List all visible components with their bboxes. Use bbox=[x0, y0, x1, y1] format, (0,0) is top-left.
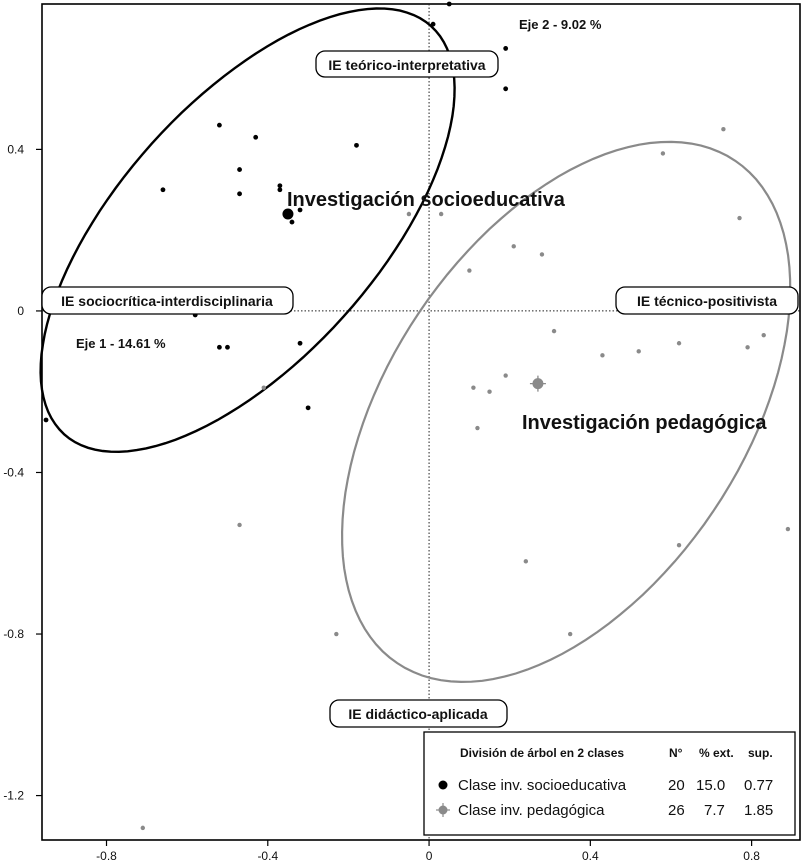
y-tick-label: 0.4 bbox=[7, 142, 24, 157]
y-tick-label: -1.2 bbox=[3, 788, 24, 803]
point-socioeducativa bbox=[237, 191, 242, 196]
point-pedagogica bbox=[745, 345, 749, 349]
point-pedagogica bbox=[439, 212, 443, 216]
legend-sup-pedagogica: 1.85 bbox=[744, 802, 774, 819]
point-pedagogica bbox=[637, 349, 641, 353]
legend-ext-pedagogica: 7.7 bbox=[704, 802, 725, 819]
x-tick-label: 0.4 bbox=[581, 849, 599, 863]
point-pedagogica bbox=[334, 632, 338, 636]
point-pedagogica bbox=[524, 559, 528, 563]
axis2-label: Eje 2 - 9.02 % bbox=[519, 17, 602, 32]
pole-label-tecnico-text: IE técnico-positivista bbox=[636, 293, 778, 309]
point-pedagogica bbox=[552, 329, 556, 333]
point-pedagogica bbox=[568, 632, 572, 636]
pole-label-teorico-text: IE teórico-interpretativa bbox=[328, 57, 486, 73]
point-socioeducativa bbox=[306, 405, 311, 410]
point-pedagogica bbox=[471, 385, 475, 389]
pole-label-sociocritica bbox=[42, 287, 293, 314]
x-tick-label: -0.4 bbox=[257, 849, 279, 863]
point-socioeducativa bbox=[44, 418, 49, 423]
point-socioeducativa bbox=[161, 187, 166, 192]
pole-label-sociocritica-text: IE sociocrítica-interdisciplinaria bbox=[61, 293, 273, 309]
legend-n-pedagogica: 26 bbox=[668, 802, 685, 819]
pole-label-tecnico bbox=[616, 287, 798, 314]
cluster-title-pedagogica: Investigación pedagógica bbox=[522, 412, 767, 434]
legend-header-ext: % ext. bbox=[699, 746, 734, 760]
cluster-title-socioeducativa: Investigación socioeducativa bbox=[287, 189, 565, 211]
x-tick-label: 0 bbox=[425, 849, 433, 863]
y-tick-label: 0 bbox=[17, 303, 24, 318]
y-tick-label: -0.8 bbox=[3, 627, 24, 642]
point-pedagogica bbox=[540, 252, 544, 256]
pole-label-didactico-text: IE didáctico-aplicada bbox=[348, 706, 488, 722]
pole-label-didactico bbox=[330, 700, 507, 727]
point-socioeducativa bbox=[277, 187, 282, 192]
point-pedagogica bbox=[600, 353, 604, 357]
point-pedagogica bbox=[677, 543, 681, 547]
point-socioeducativa bbox=[253, 135, 258, 140]
point-pedagogica bbox=[237, 523, 241, 527]
point-pedagogica bbox=[407, 212, 411, 216]
point-socioeducativa bbox=[237, 167, 242, 172]
point-pedagogica bbox=[475, 426, 479, 430]
legend-label-socioeducativa: Clase inv. socioeducativa bbox=[458, 777, 627, 794]
point-pedagogica bbox=[737, 216, 741, 220]
point-pedagogica bbox=[677, 341, 681, 345]
legend-sup-socioeducativa: 0.77 bbox=[744, 777, 774, 794]
point-socioeducativa bbox=[298, 341, 303, 346]
point-socioeducativa bbox=[290, 220, 295, 225]
point-pedagogica bbox=[467, 268, 471, 272]
point-socioeducativa bbox=[217, 345, 222, 350]
point-pedagogica bbox=[141, 826, 145, 830]
point-socioeducativa bbox=[447, 2, 452, 7]
point-socioeducativa bbox=[354, 143, 359, 148]
x-tick-label: 0.8 bbox=[743, 849, 760, 863]
point-socioeducativa bbox=[217, 123, 222, 128]
point-pedagogica bbox=[721, 127, 725, 131]
point-pedagogica bbox=[487, 390, 491, 394]
point-socioeducativa bbox=[503, 86, 508, 91]
legend-marker-socioeducativa bbox=[439, 781, 448, 790]
legend-header-sup: sup. bbox=[748, 746, 773, 760]
legend-header-n: N° bbox=[669, 746, 683, 760]
point-pedagogica bbox=[661, 151, 665, 155]
pole-label-teorico bbox=[316, 51, 498, 77]
x-tick-label: -0.8 bbox=[96, 849, 117, 863]
point-socioeducativa bbox=[503, 46, 508, 51]
legend-n-socioeducativa: 20 bbox=[668, 777, 685, 794]
point-socioeducativa bbox=[225, 345, 230, 350]
axis1-label: Eje 1 - 14.61 % bbox=[76, 336, 166, 351]
y-tick-label: -0.4 bbox=[3, 465, 24, 480]
point-socioeducativa bbox=[431, 22, 436, 27]
point-pedagogica bbox=[262, 385, 266, 389]
legend-title: División de árbol en 2 clases bbox=[460, 746, 625, 760]
point-pedagogica bbox=[512, 244, 516, 248]
legend-ext-socioeducativa: 15.0 bbox=[696, 777, 726, 794]
point-pedagogica bbox=[786, 527, 790, 531]
legend bbox=[424, 732, 795, 835]
point-pedagogica bbox=[503, 373, 507, 377]
legend-label-pedagogica: Clase inv. pedagógica bbox=[458, 802, 605, 819]
point-pedagogica bbox=[762, 333, 766, 337]
